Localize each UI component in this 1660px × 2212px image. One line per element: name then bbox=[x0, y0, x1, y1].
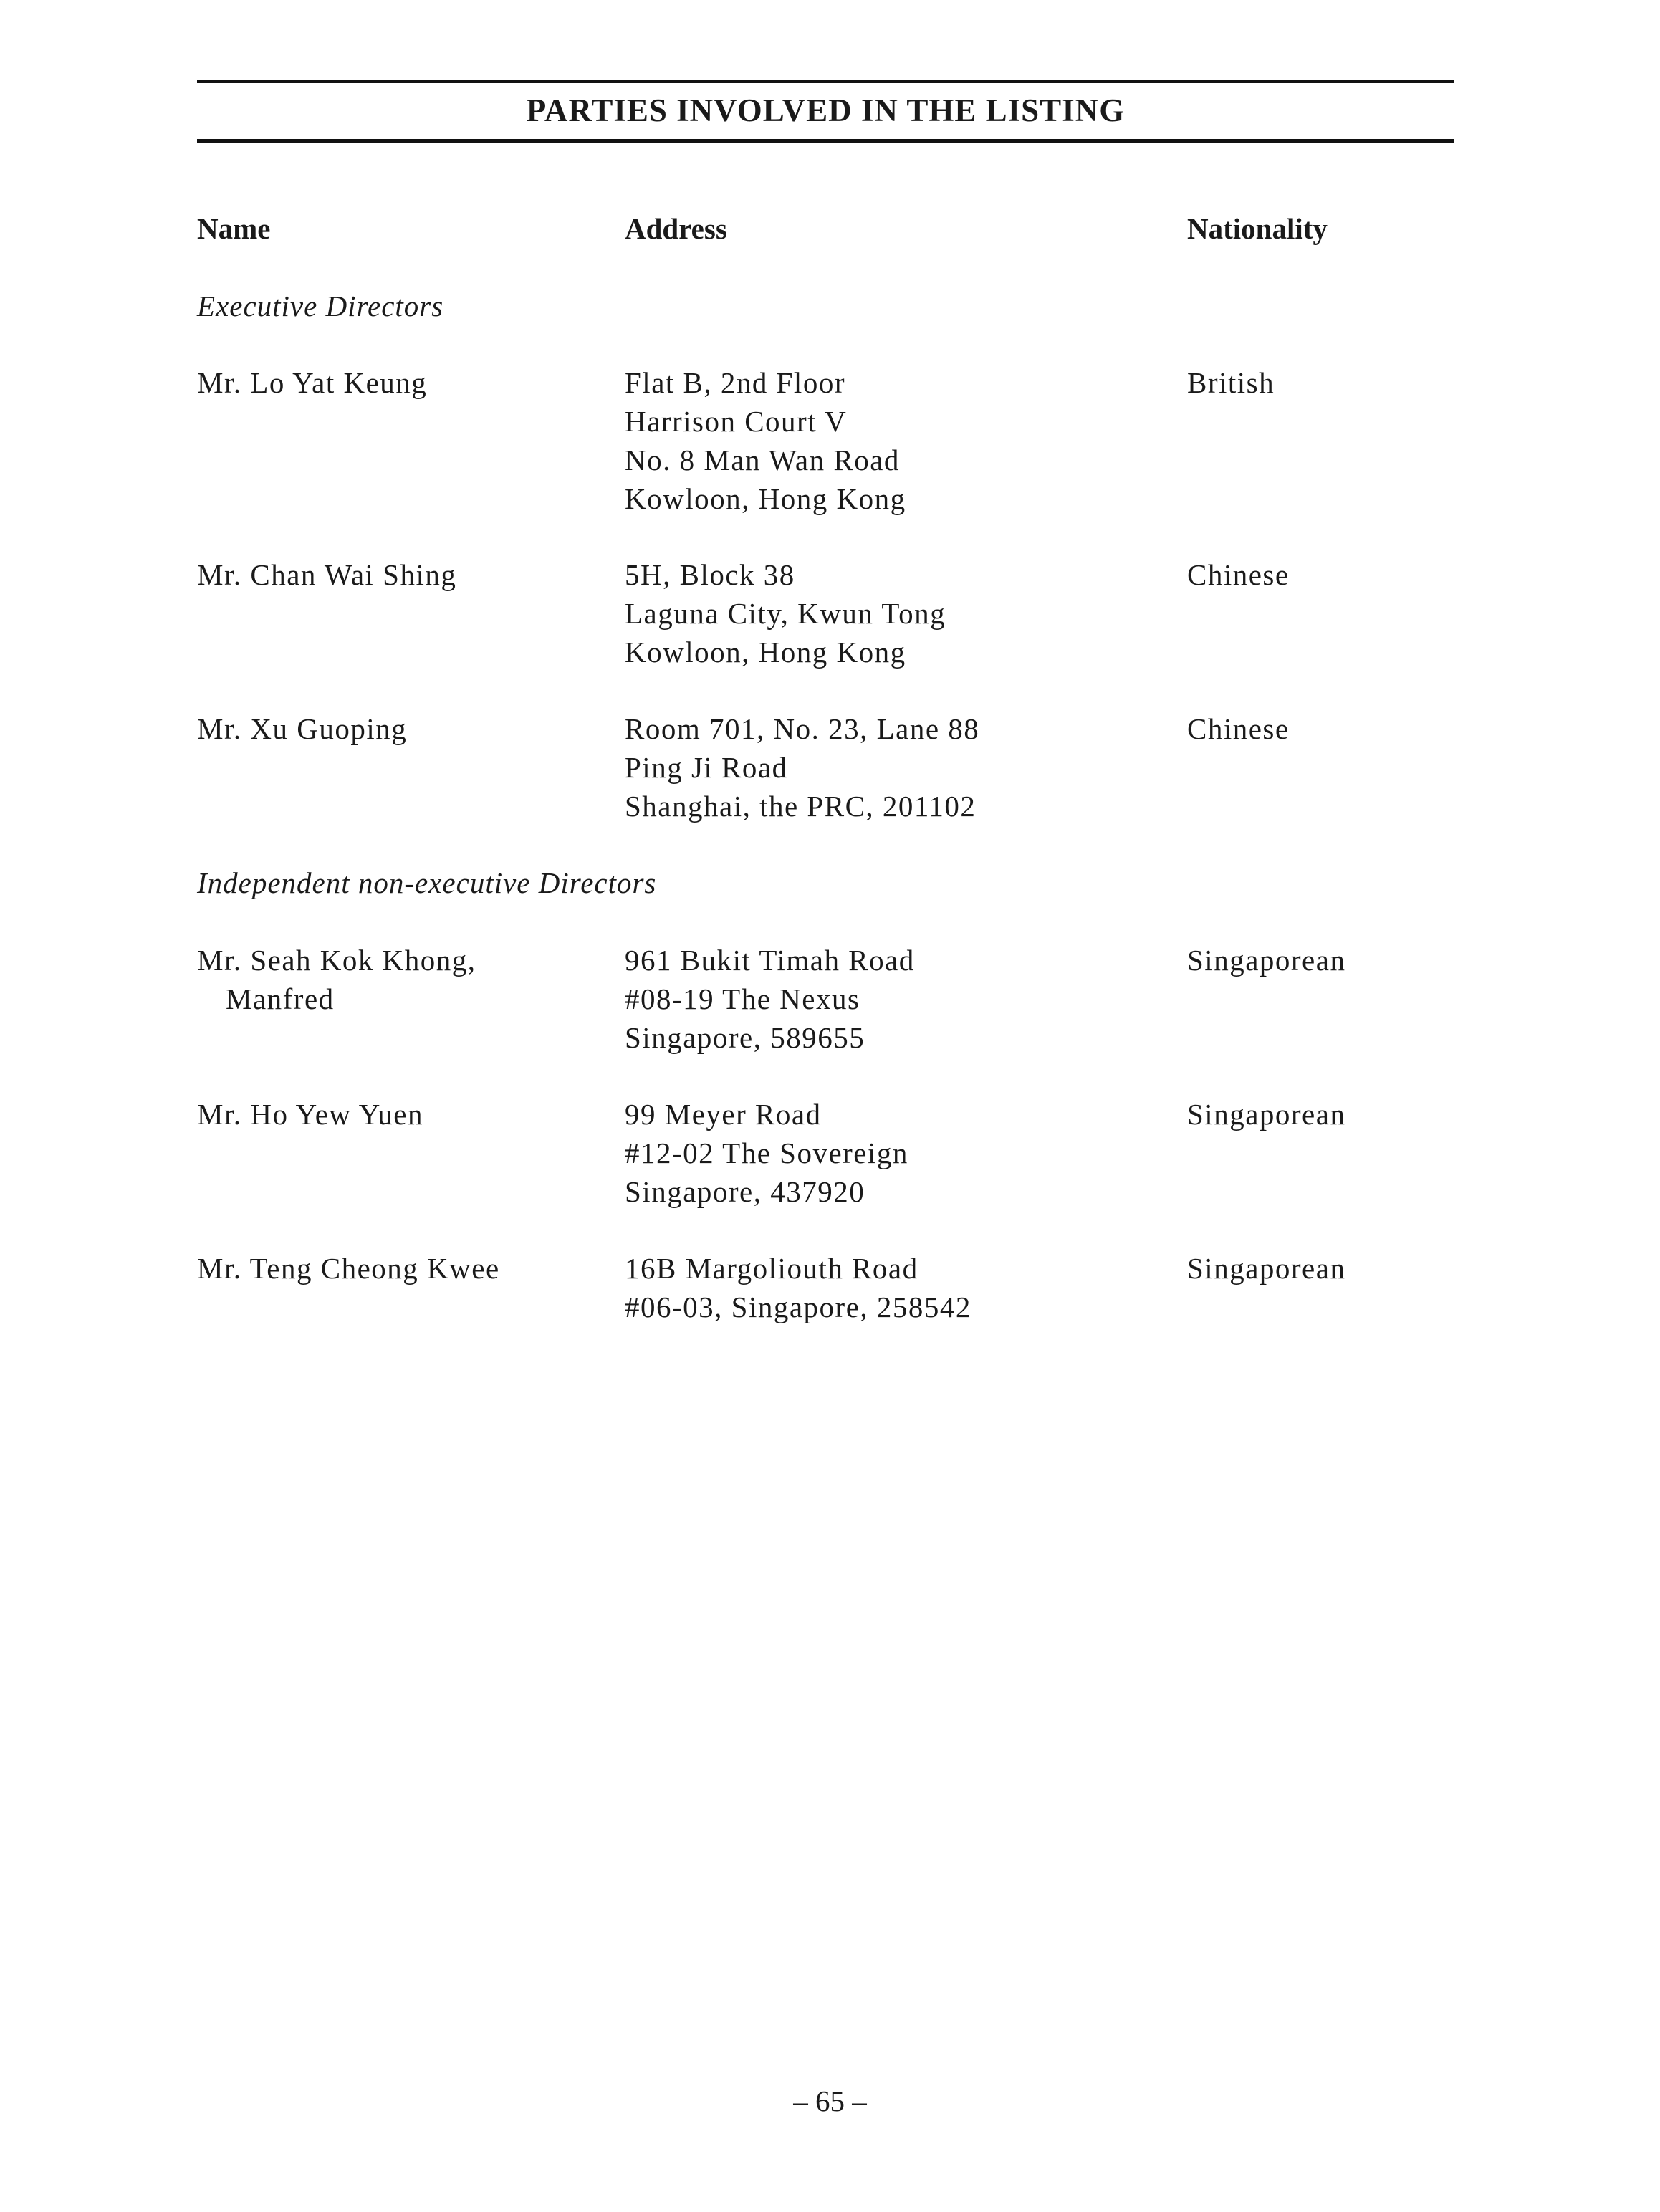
column-header-address: Address bbox=[625, 212, 727, 245]
name-line: Mr. Chan Wai Shing bbox=[197, 558, 457, 591]
name-line: Mr. Teng Cheong Kwee bbox=[197, 1252, 500, 1285]
director-name bbox=[197, 363, 427, 402]
address-line: #12-02 The Sovereign bbox=[625, 1136, 908, 1169]
address-line: Room 701, No. 23, Lane 88 bbox=[625, 712, 980, 745]
title-bottom-rule bbox=[197, 139, 1454, 143]
address-line: 961 Bukit Timah Road bbox=[625, 944, 915, 977]
address-line: Flat B, 2nd Floor bbox=[625, 366, 845, 399]
director-address bbox=[625, 709, 979, 825]
address-line: Kowloon, Hong Kong bbox=[625, 636, 906, 669]
director-name bbox=[197, 1249, 500, 1288]
column-header-nationality: Nationality bbox=[1187, 212, 1328, 245]
name-line: Manfred bbox=[226, 982, 335, 1015]
address-line: Ping Ji Road bbox=[625, 751, 788, 784]
director-address bbox=[625, 941, 915, 1057]
address-line: 16B Margoliouth Road bbox=[625, 1252, 918, 1285]
name-line: Mr. Seah Kok Khong, bbox=[197, 944, 476, 977]
address-line: Laguna City, Kwun Tong bbox=[625, 597, 946, 630]
title-top-rule bbox=[197, 80, 1454, 83]
director-nationality: Singaporean bbox=[1187, 1252, 1346, 1285]
address-line: Kowloon, Hong Kong bbox=[625, 482, 906, 515]
name-line: Mr. Lo Yat Keung bbox=[197, 366, 428, 399]
director-address bbox=[625, 1249, 971, 1326]
address-line: #08-19 The Nexus bbox=[625, 982, 860, 1015]
director-nationality: Singaporean bbox=[1187, 1098, 1346, 1131]
director-name bbox=[197, 1095, 423, 1134]
column-header-name: Name bbox=[197, 212, 271, 245]
address-line: Singapore, 589655 bbox=[625, 1021, 865, 1054]
director-name bbox=[197, 941, 476, 1018]
section-heading-executive-directors: Executive Directors bbox=[197, 289, 444, 322]
director-address bbox=[625, 555, 946, 671]
address-line: 99 Meyer Road bbox=[625, 1098, 822, 1131]
director-nationality: British bbox=[1187, 366, 1275, 399]
director-address bbox=[625, 363, 906, 518]
section-heading-independent-directors: Independent non-executive Directors bbox=[197, 866, 657, 899]
director-name bbox=[197, 555, 456, 594]
name-line: Mr. Xu Guoping bbox=[197, 712, 408, 745]
page-number: – 65 – bbox=[793, 2084, 867, 2117]
address-line: Shanghai, the PRC, 201102 bbox=[625, 790, 977, 823]
director-nationality: Singaporean bbox=[1187, 944, 1346, 977]
address-line: 5H, Block 38 bbox=[625, 558, 795, 591]
address-line: Singapore, 437920 bbox=[625, 1175, 865, 1208]
director-name bbox=[197, 709, 407, 748]
page-title: PARTIES INVOLVED IN THE LISTING bbox=[526, 92, 1126, 128]
address-line: No. 8 Man Wan Road bbox=[625, 444, 900, 477]
address-line: Harrison Court V bbox=[625, 405, 848, 438]
director-address bbox=[625, 1095, 908, 1211]
director-nationality: Chinese bbox=[1187, 558, 1290, 591]
name-line: Mr. Ho Yew Yuen bbox=[197, 1098, 423, 1131]
address-line: #06-03, Singapore, 258542 bbox=[625, 1291, 971, 1323]
director-nationality: Chinese bbox=[1187, 712, 1290, 745]
